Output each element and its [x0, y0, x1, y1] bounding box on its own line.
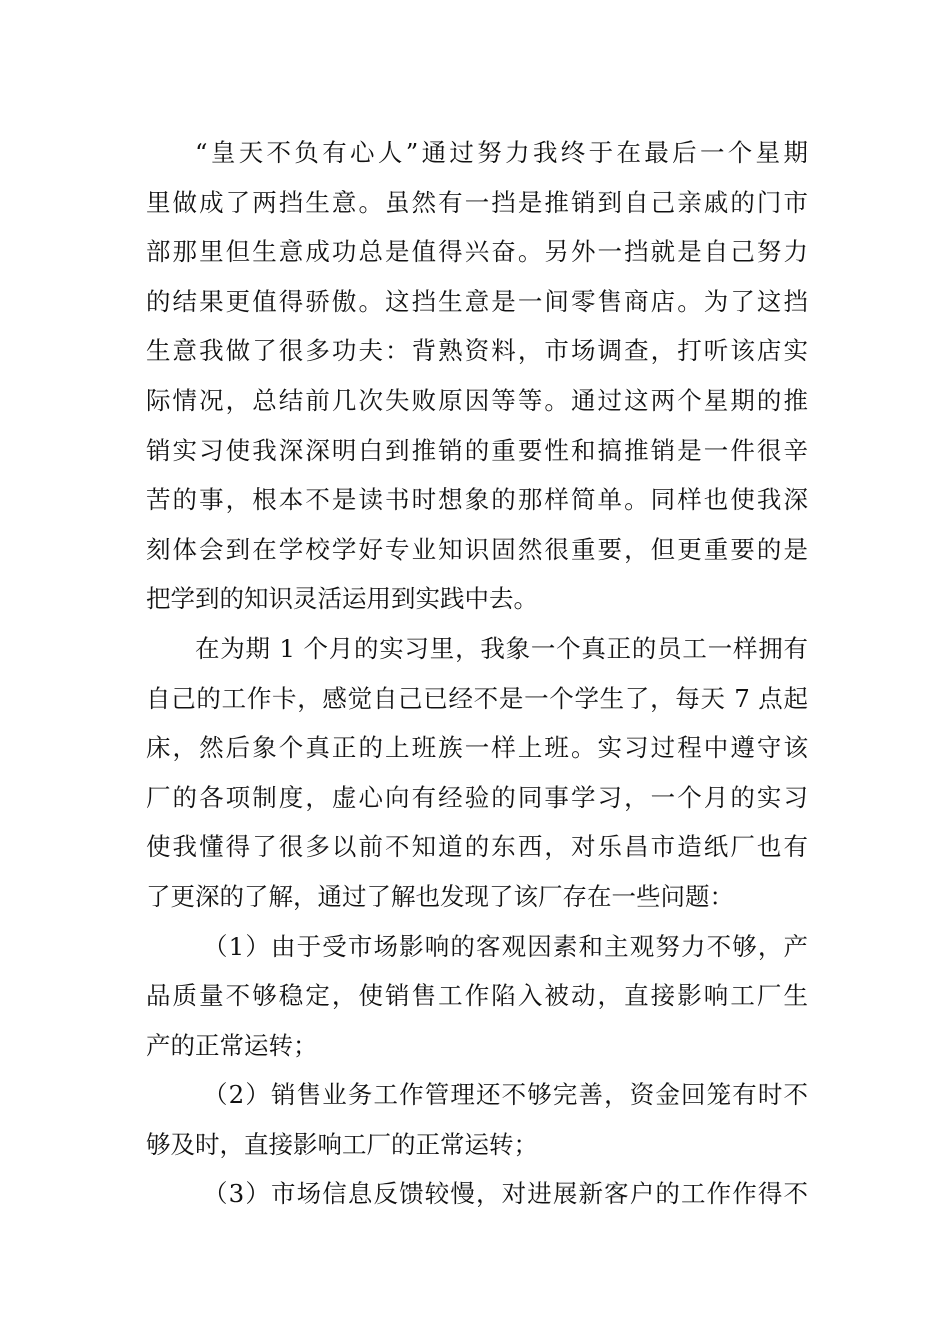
- text-line: 部那里但生意成功总是值得兴奋。另外一挡就是自己努力: [146, 237, 808, 267]
- text-line: 自己的工作卡，感觉自己已经不是一个学生了，每天 7 点起: [146, 683, 808, 713]
- paragraph-5: [146, 1169, 808, 1219]
- text-line: 刻体会到在学校学好专业知识固然很重要，但更重要的是: [146, 534, 808, 564]
- text-line: 使我懂得了很多以前不知道的东西，对乐昌市造纸厂也有: [146, 832, 808, 862]
- text-line: 的结果更值得骄傲。这挡生意是一间零售商店。为了这挡: [146, 286, 808, 316]
- text-line: 把学到的知识灵活运用到实践中去。: [146, 584, 538, 614]
- text-line: （1）由于受市场影响的客观因素和主观努力不够，产: [203, 931, 808, 961]
- text-line: 床，然后象个真正的上班族一样上班。实习过程中遵守该: [146, 733, 808, 763]
- text-line: 际情况，总结前几次失败原因等等。通过这两个星期的推: [146, 385, 808, 415]
- text-line: （2）销售业务工作管理还不够完善，资金回笼有时不: [203, 1080, 808, 1110]
- text-line: 产的正常运转；: [146, 1030, 318, 1060]
- text-line: 厂的各项制度，虚心向有经验的同事学习，一个月的实习: [146, 782, 808, 812]
- document-body: [146, 128, 808, 1219]
- text-line: 了更深的了解，通过了解也发现了该厂存在一些问题：: [146, 881, 734, 911]
- text-line: “皇天不负有心人”通过努力我终于在最后一个星期: [195, 138, 808, 167]
- text-line: 生意我做了很多功夫：背熟资料，市场调查，打听该店实: [146, 336, 808, 366]
- paragraph-2: [146, 624, 808, 922]
- paragraph-4: [146, 1070, 808, 1169]
- text-line: 苦的事，根本不是读书时想象的那样简单。同样也使我深: [146, 485, 808, 515]
- text-line: 够及时，直接影响工厂的正常运转；: [146, 1129, 538, 1159]
- text-line: 品质量不够稳定，使销售工作陷入被动，直接影响工厂生: [146, 981, 808, 1011]
- paragraph-1: [146, 128, 808, 624]
- paragraph-3: [146, 922, 808, 1071]
- text-line: 在为期 1 个月的实习里，我象一个真正的员工一样拥有: [195, 633, 808, 663]
- text-line: 里做成了两挡生意。虽然有一挡是推销到自己亲戚的门市: [146, 187, 808, 217]
- text-line: （3）市场信息反馈较慢，对进展新客户的工作作得不: [203, 1179, 808, 1209]
- text-line: 销实习使我深深明白到推销的重要性和搞推销是一件很辛: [146, 435, 808, 465]
